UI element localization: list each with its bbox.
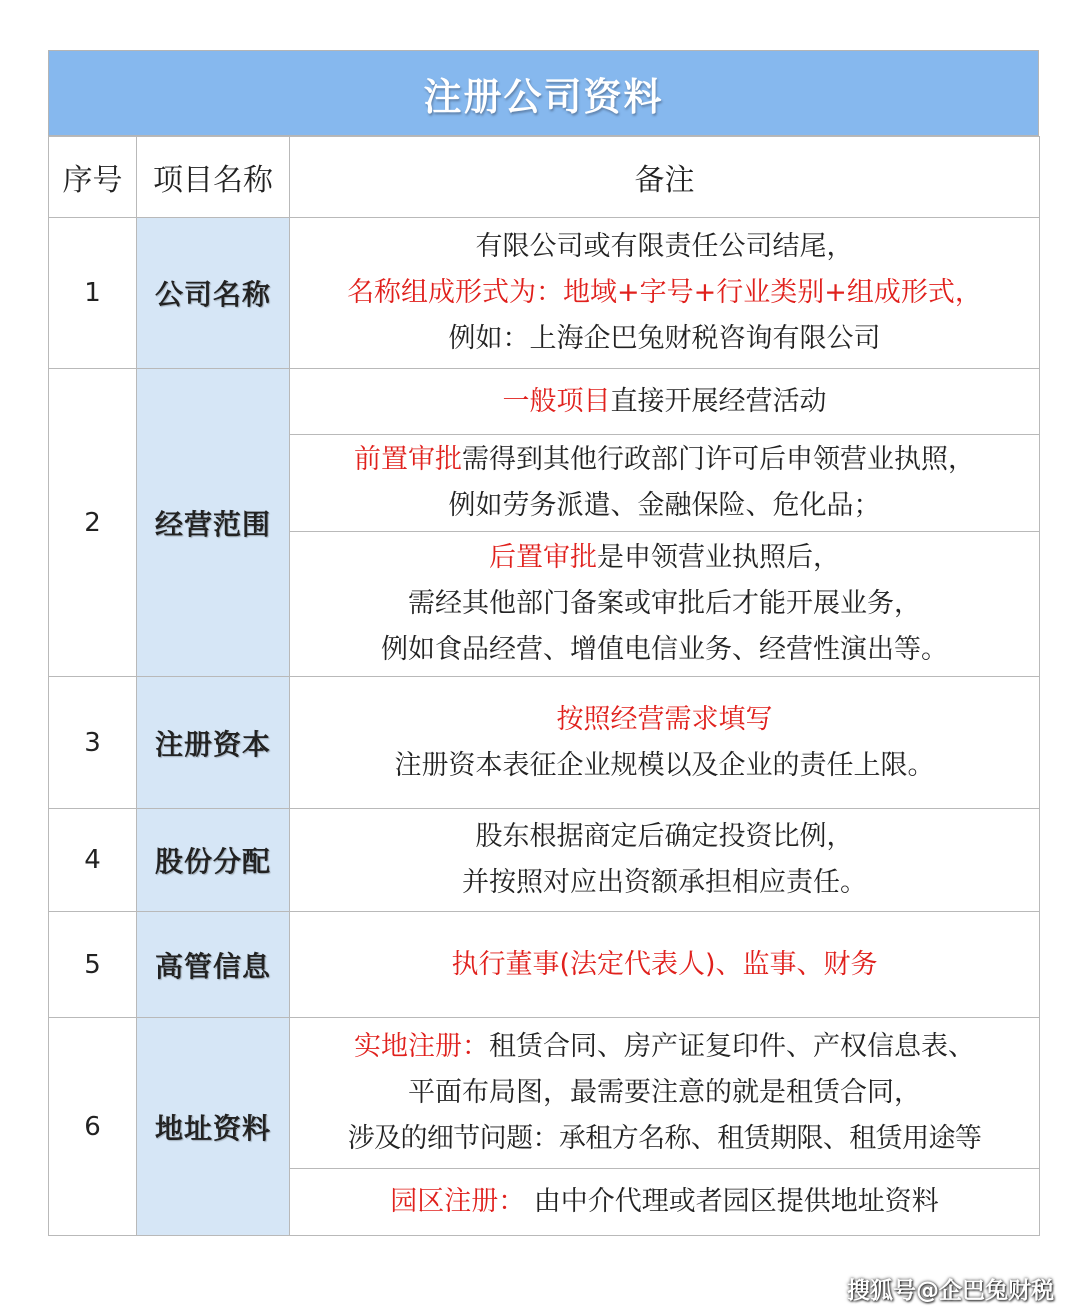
remark-highlight: 前置审批 [354, 444, 462, 475]
row-number: 1 [49, 218, 137, 369]
row-remarks [290, 809, 1040, 912]
remark-highlight: 一般项目 [502, 385, 611, 417]
remark-line [290, 379, 1039, 425]
remark-text: 直接开展经营活动 [610, 385, 827, 417]
remark-line: 涉及的细节问题：承租方名称、租赁期限、租赁用途等 [347, 1123, 982, 1154]
remark-line [290, 535, 1039, 581]
remark-line: 例如食品经营、增值电信业务、经营性演出等。 [381, 634, 948, 665]
row-remarks [290, 218, 1040, 369]
row-number: 3 [49, 677, 137, 809]
remark-text: 需得到其他行政部门许可后申领营业执照， [462, 444, 975, 475]
row-number: 4 [49, 809, 137, 912]
row-item-name: 地址资料 [137, 1018, 290, 1236]
remark-line [290, 1179, 1039, 1225]
row-item-name: 股份分配 [137, 809, 290, 912]
row-remarks [290, 677, 1040, 809]
registration-info-table [48, 136, 1040, 1236]
row-item-name: 公司名称 [137, 218, 290, 369]
header-remarks: 备注 [290, 137, 1040, 218]
row-item-name: 经营范围 [137, 369, 290, 677]
row-remarks [290, 532, 1040, 677]
row-remarks [290, 912, 1040, 1018]
row-number: 2 [49, 369, 137, 677]
remark-line: 并按照对应出资额承担相应责任。 [462, 867, 867, 898]
remark-line: 例如劳务派遣、金融保险、危化品； [448, 490, 881, 521]
remark-line-highlight: 按照经营需求填写 [556, 703, 773, 735]
row-item-name: 注册资本 [137, 677, 290, 809]
remark-highlight: 园区注册： [390, 1186, 526, 1217]
header-row [49, 137, 1040, 218]
watermark: 搜狐号@企巴兔财税 [847, 1278, 1054, 1304]
table-row [49, 677, 1040, 809]
remark-line-highlight: 名称组成形式为：地域+字号+行业类别+组成形式， [347, 277, 982, 308]
row-remarks [290, 1169, 1040, 1236]
row-remarks [290, 369, 1040, 435]
table-row [49, 912, 1040, 1018]
header-item-name: 项目名称 [137, 137, 290, 218]
remark-line: 平面布局图，最需要注意的就是租赁合同， [408, 1077, 921, 1108]
row-number: 6 [49, 1018, 137, 1236]
remark-text: 由中介代理或者园区提供地址资料 [525, 1186, 939, 1217]
table-row [49, 1018, 1040, 1169]
table-row [49, 369, 1040, 435]
table-row [49, 809, 1040, 912]
remark-highlight: 后置审批 [489, 542, 597, 573]
row-item-name: 高管信息 [137, 912, 290, 1018]
table-row [49, 218, 1040, 369]
remark-line: 股东根据商定后确定投资比例， [475, 821, 854, 852]
remark-line: 注册资本表征企业规模以及企业的责任上限。 [394, 749, 935, 781]
row-remarks [290, 435, 1040, 532]
remark-line-highlight: 执行董事(法定代表人)、监事、财务 [451, 948, 878, 980]
table-title: 注册公司资料 [48, 50, 1039, 136]
remark-line: 有限公司或有限责任公司结尾， [475, 231, 854, 262]
remark-text: 租赁合同、房产证复印件、产权信息表、 [489, 1031, 975, 1062]
remark-line: 例如：上海企巴兔财税咨询有限公司 [448, 323, 881, 354]
remark-text: 是申领营业执照后， [597, 542, 840, 573]
header-index: 序号 [49, 137, 137, 218]
row-remarks [290, 1018, 1040, 1169]
remark-line [290, 437, 1039, 483]
remark-line [290, 1024, 1039, 1070]
remark-line: 需经其他部门备案或审批后才能开展业务， [408, 588, 921, 619]
row-number: 5 [49, 912, 137, 1018]
remark-highlight: 实地注册： [354, 1031, 489, 1062]
